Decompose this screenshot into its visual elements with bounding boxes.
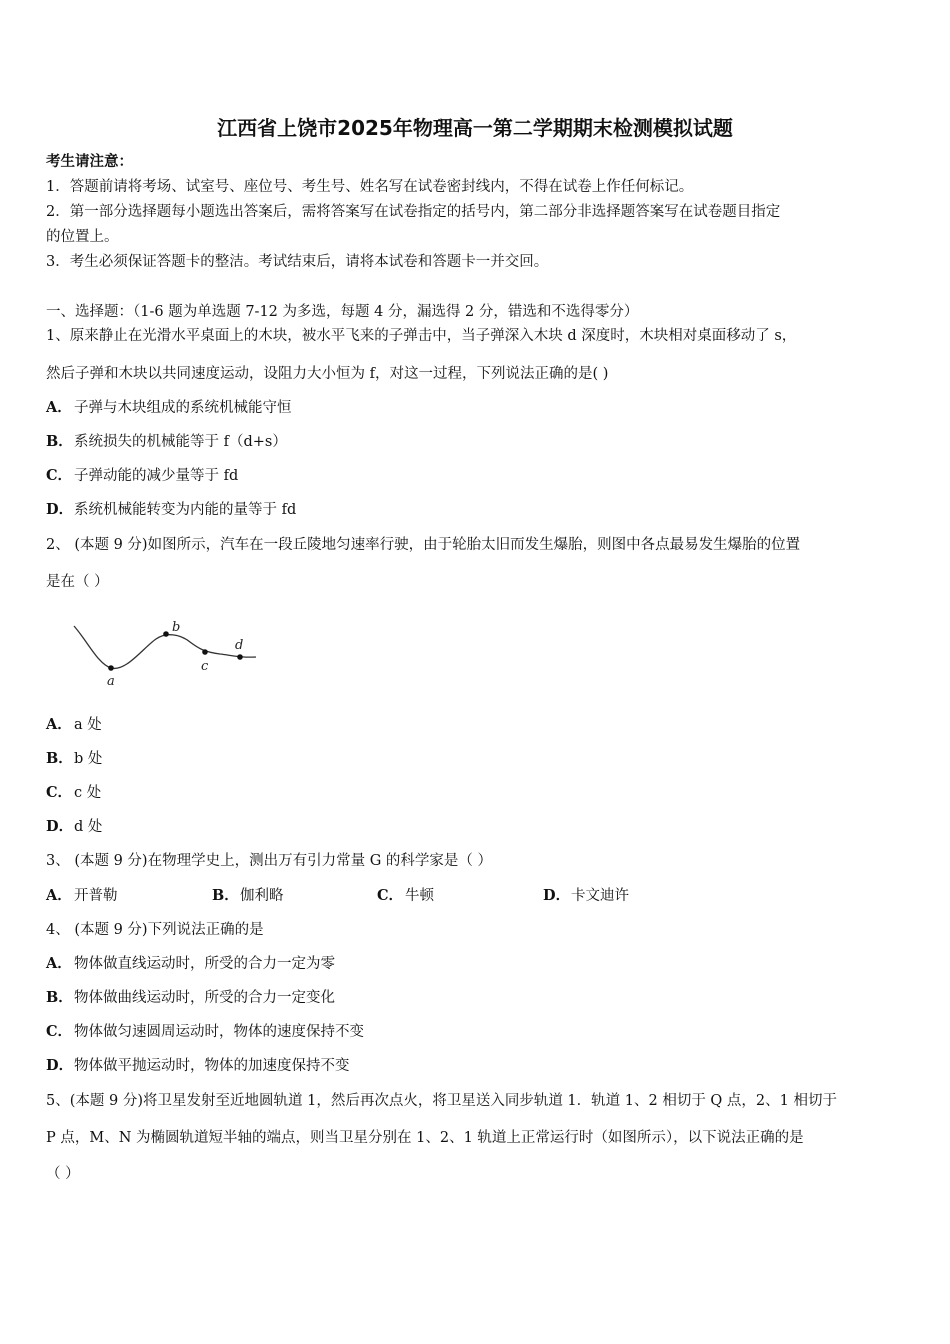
label-b: b bbox=[172, 620, 181, 635]
notice-item-2-cont: 的位置上。 bbox=[46, 229, 119, 245]
label-c: c bbox=[201, 659, 209, 674]
q4-option-a: A． 物体做直线运动时，所受的合力一定为零 bbox=[46, 955, 335, 972]
q2-option-a: A． a 处 bbox=[46, 716, 102, 733]
notice-item-3: 3．考生必须保证答题卡的整洁。考试结束后，请将本试卷和答题卡一并交回。 bbox=[46, 254, 549, 270]
q2-option-c: C． c 处 bbox=[46, 784, 102, 801]
q4-option-d: D．物体做平抛运动时，物体的加速度保持不变 bbox=[46, 1057, 350, 1074]
q5-stem-line3: （ ） bbox=[46, 1166, 80, 1182]
q2-stem-line2: 是在（ ） bbox=[46, 574, 109, 590]
q1-option-d: D．系统机械能转变为内能的量等于 fd bbox=[46, 501, 297, 518]
hill-road-figure bbox=[68, 612, 268, 692]
notice-heading: 考生请注意： bbox=[46, 153, 133, 170]
notice-item-1: 1．答题前请将考场、试室号、座位号、考生号、姓名写在试卷密封线内，不得在试卷上作任何标记。 bbox=[46, 179, 694, 195]
point-c bbox=[202, 649, 208, 655]
q3-option-d: D．卡文迪许 bbox=[543, 887, 629, 904]
section-heading: 一、选择题：（1-6 题为单选题 7-12 为多选，每题 4 分，漏选得 2 分，错选和不选得零分） bbox=[46, 304, 639, 320]
q1-option-b: B．系统损失的机械能等于 f（d+s） bbox=[46, 433, 287, 450]
q2-option-b: B．b 处 bbox=[46, 750, 103, 767]
q1-option-c: C． 子弹动能的减少量等于 fd bbox=[46, 467, 239, 484]
point-a bbox=[108, 665, 114, 671]
notice-item-2: 2．第一部分选择题每小题选出答案后，需将答案写在试卷指定的括号内，第二部分非选择题答案写在试卷题目指定 bbox=[46, 204, 781, 220]
point-b bbox=[163, 631, 169, 637]
q3-option-c: C． 牛顿 bbox=[377, 887, 434, 904]
q1-option-a: A． 子弹与木块组成的系统机械能守恒 bbox=[46, 399, 292, 416]
q2-option-d: D．d 处 bbox=[46, 818, 103, 835]
q1-stem-line1: 1、原来静止在光滑水平桌面上的木块，被水平飞来的子弹击中，当子弹深入木块 d 深度时，木块相对桌面移动了 s， bbox=[46, 328, 797, 344]
q4-option-c: C． 物体做匀速圆周运动时，物体的速度保持不变 bbox=[46, 1023, 364, 1040]
q5-stem-line2: P 点，M、N 为椭圆轨道短半轴的端点，则当卫星分别在 1、2、1 轨道上正常运行时（如图所示），以下说法正确的是 bbox=[46, 1130, 804, 1146]
label-d: d bbox=[235, 638, 244, 653]
q3-option-a: A． 开普勒 bbox=[46, 887, 118, 904]
q3-stem: 3、 (本题 9 分)在物理学史上，测出万有引力常量 G 的科学家是（ ） bbox=[46, 853, 493, 869]
q3-option-b: B．伽利略 bbox=[212, 887, 284, 904]
point-d bbox=[237, 654, 243, 660]
q1-stem-line2: 然后子弹和木块以共同速度运动，设阻力大小恒为 f，对这一过程，下列说法正确的是( ) bbox=[46, 366, 609, 382]
q5-stem-line1: 5、(本题 9 分)将卫星发射至近地圆轨道 1，然后再次点火，将卫星送入同步轨道 1．轨道 1、2 相切于 Q 点，2、1 相切于 bbox=[46, 1093, 837, 1109]
q4-stem: 4、 (本题 9 分)下列说法正确的是 bbox=[46, 922, 264, 938]
page-title: 江西省上饶市2025年物理高一第二学期期末检测模拟试题 bbox=[217, 116, 733, 140]
q2-stem-line1: 2、 (本题 9 分)如图所示，汽车在一段丘陵地匀速率行驶，由于轮胎太旧而发生爆胎，则图中各点最易发生爆胎的位置 bbox=[46, 537, 801, 553]
label-a: a bbox=[107, 674, 115, 689]
q4-option-b: B．物体做曲线运动时，所受的合力一定变化 bbox=[46, 989, 335, 1006]
